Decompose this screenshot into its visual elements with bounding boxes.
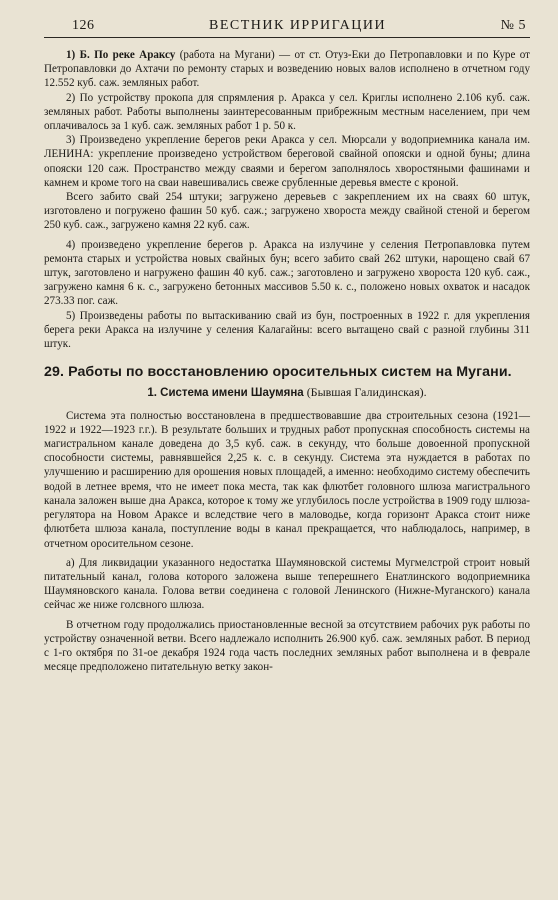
journal-title: ВЕСТНИК ИРРИГАЦИИ — [208, 18, 387, 33]
paragraph-3: 3) Произведено укрепление берегов реки Аракса у сел. Мюрсали у водоприемника канала им. ЛЕНИНА: укрепление произведено устройством береговой свайной опояски и одной буны; длина опояски 120 саж. Пространство между сваями и берегом заполнялось хворостяными фашинами и камнем и кроме того на сваи навешивались свеже срубленные деревья вместе с кроной. — [44, 134, 530, 189]
paragraph-1b-lead: 1) Б. По реке Араксу — [66, 49, 176, 61]
issue-number: № 5 — [500, 18, 526, 33]
paragraph-1b — [44, 48, 530, 91]
subsection-heading — [44, 385, 530, 400]
paragraph-5: 5) Произведены работы по вытаскиванию свай из бун, построенных в 1922 г. для укрепления берега реки Аракса на излучине у селения Калагайны: всего вытащено свай с разной глубины 311 штук. — [44, 309, 530, 351]
paragraph-3-totals: Всего забито свай 254 штуки; загружено деревьев с закреплением их на сваях 60 штук, изготовлено и погружено фашин 50 куб. саж.; загружено хвороста между свайной стеной и берегом 250 куб. саж., загружено камня 22 куб. саж. — [44, 191, 530, 232]
section-29-paragraph-2: а) Для ликвидации указанного недостатка Шаумяновской системы Мугмелстрой строит новый питательный канал, голова которого заложена выше теперешнего Енатлинского водоприемника Шаумяновского канала. Голова ветви соединена с головой Ленинского (Нижне-Муганского) канала сейчас же ниже голсвного шлюза. — [44, 556, 530, 612]
page-header — [44, 18, 530, 38]
section-29-paragraph-1: Система эта полностью восстановлена в предшествовавшие два строительных сезона (1921—1922 и 1922—1923 г.г.). В результате больших и трудных работ пропускная способность системы на магистральном канале доведена до 3,5 куб. саж. в секунду, что больше довоенной пропускной способности системы, равнявшейся 2,25 к. с. в секунду. Система эта нуждается в работах по улучшению и расширению для орошения новых площадей, а именно: необходимо систему обеспечить водой в летнее время, что не имеет пока места, так как флютбет головного шлюза магистрального канала заложен выше дна Аракса, которое к тому же углубилось после устройства в 1909 году шлюза-регулятора на Новом Араксе и вследствие чего в маловодье, когда горизонт Аракса стоит ниже флютбета шлюза канала, поступление воды в канал прекращается, что наблюдалось, например, в отчетном оросительном сезоне. — [44, 409, 530, 550]
paragraph-2: 2) По устройству прокопа для спрямления р. Аракса у сел. Криглы исполнено 2.106 куб. саж. земляных работ. Работы выполнены заинтересованным прибрежным местным населением, при чем оплачивалось за 1 куб. саж. земляных работ 1 р. 50 к. — [44, 91, 530, 133]
section-29-heading: 29. Работы по восстановлению оросительных систем на Мугани. — [44, 364, 512, 381]
paragraph-1b-text: (работа на Мугани) — от ст. Отуз-Еки до Петропавловки и по Куре от Петропавловки до Ахтачи по ремонту старых и возведению новых валов исполнено в отчетном году 12.552 куб. саж. земляных работ. — [44, 49, 531, 90]
section-29-paragraph-3: В отчетном году продолжались приостановленные весной за отсутствием рабочих рук работы по устройству означенной ветви. Всего надлежало исполнить 26.900 куб. саж. земляных работ. В период с 1-го октября по 31-ое декабря 1924 года часть последних земляных работ выполнена и в феврале месяце предположено питательную ветку закон- — [44, 618, 530, 674]
paragraph-4: 4) произведено укрепление берегов р. Аракса на излучине у селения Петропавловка путем ремонта старых и устройства новых свайных бун; всего забито свай 262 штуки, нарощено свай 67 штук, заготовлено и нагружено фашин 40 куб. саж.; заготовлено и загружено хвороста 120 куб. саж., загружено камня 6 к. с., загружено бетонных массивов 5.50 к. с., положено новых охваток и насадок 273.33 пог. саж. — [44, 238, 530, 308]
article-body — [44, 48, 530, 674]
subsection-title: 1. Система имени Шаумяна — [147, 387, 304, 400]
page-number: 126 — [72, 18, 95, 33]
subsection-note: (Бывшая Галидинская). — [303, 385, 427, 400]
